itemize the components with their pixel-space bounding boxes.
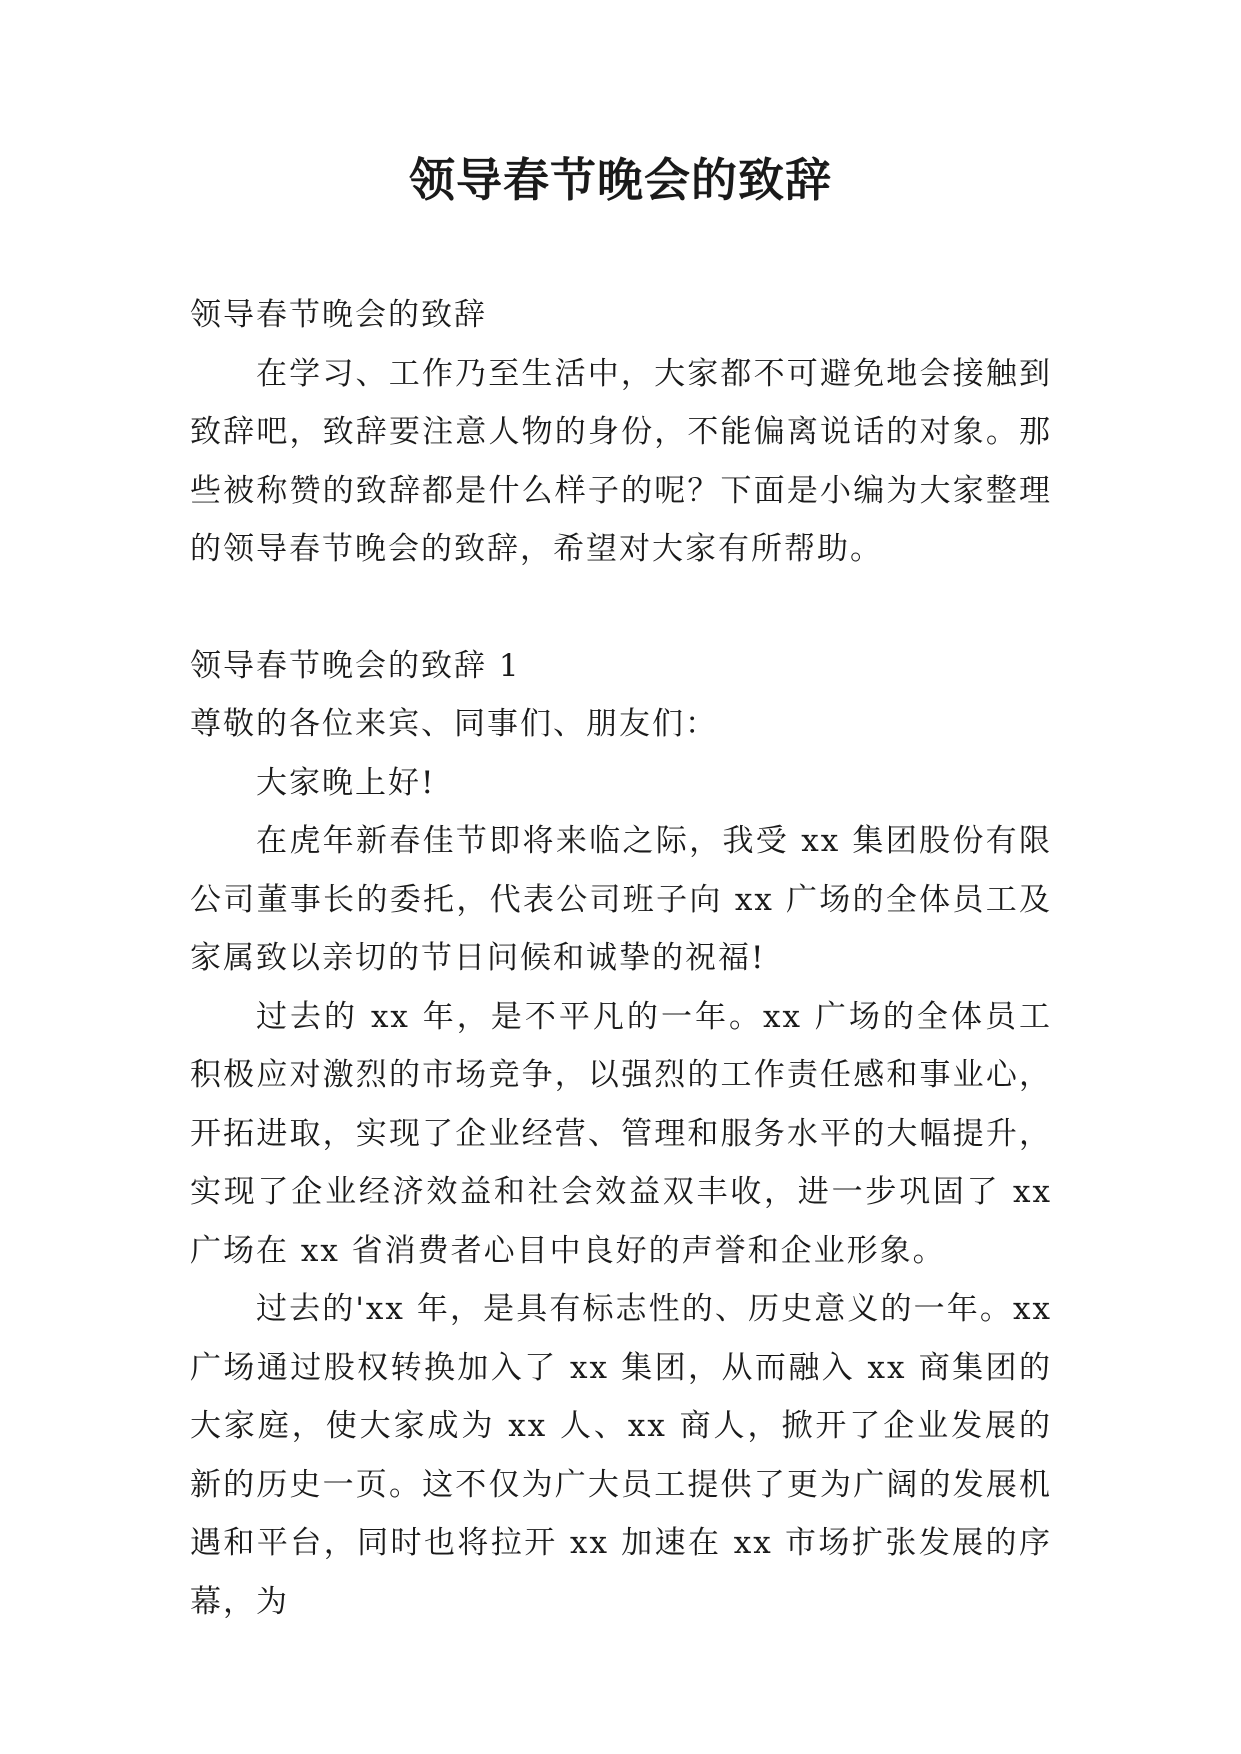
section-heading: 领导春节晚会的致辞 1 — [190, 647, 521, 684]
body-paragraph: 过去的'xx 年，是具有标志性的、历史意义的一年。xx 广场通过股权转换加入了 xx 集团，从而融入 xx 商集团的大家庭，使大家成为 xx 人、xx 商人，掀开了企业发展的新的历史一页。这不仅为广大员工提供了更为广阔的发展机遇和平台，同时也将拉开 xx 加速在 xx 市场扩张发展的序幕，为 — [190, 1291, 1052, 1620]
body-paragraph: 过去的 xx 年，是不平凡的一年。xx 广场的全体员工积极应对激烈的市场竞争，以强烈的工作责任感和事业心，开拓进取，实现了企业经营、管理和服务水平的大幅提升，实现了企业经济效益和社会效益双丰收，进一步巩固了 xx 广场在 xx 省消费者心目中良好的声誉和企业形象。 — [190, 998, 1052, 1269]
salutation: 尊敬的各位来宾、同事们、朋友们： — [190, 706, 718, 742]
intro-paragraph: 在学习、工作乃至生活中，大家都不可避免地会接触到致辞吧，致辞要注意人物的身份，不能偏离说话的对象。那些被称赞的致辞都是什么样子的呢？下面是小编为大家整理的领导春节晚会的致辞，希望对大家有所帮助。 — [190, 355, 1052, 567]
document-body — [190, 286, 1052, 1631]
intro-heading: 领导春节晚会的致辞 — [190, 297, 487, 333]
document-title: 领导春节晚会的致辞 — [409, 153, 832, 207]
greeting: 大家晚上好! — [256, 764, 436, 801]
body-paragraph: 在虎年新春佳节即将来临之际，我受 xx 集团股份有限公司董事长的委托，代表公司班子向 xx 广场的全体员工及家属致以亲切的节日问候和诚挚的祝福! — [190, 823, 1052, 976]
